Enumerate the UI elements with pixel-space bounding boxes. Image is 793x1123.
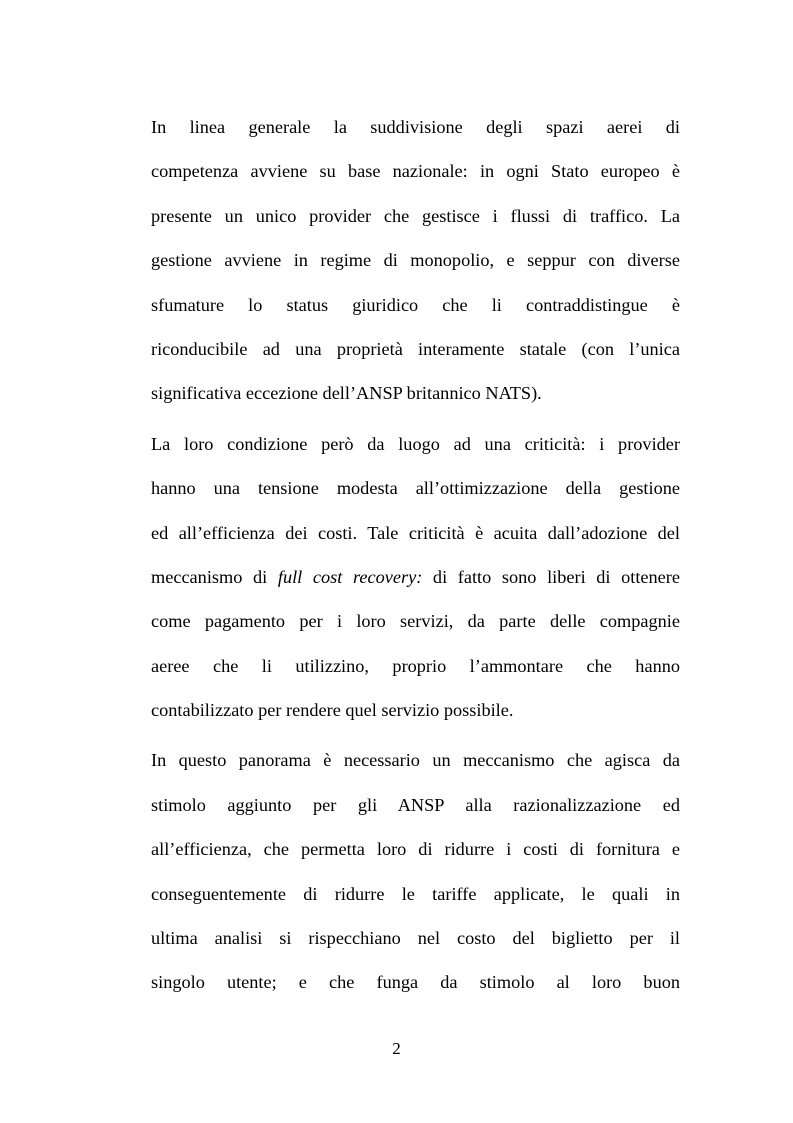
text-line: aeree che li utilizzino, proprio l’ammontare che hanno <box>151 655 680 676</box>
paragraph-1 <box>151 105 680 416</box>
text-line-with-italic <box>151 555 680 599</box>
text-line: gestione avviene in regime di monopolio, e seppur con diverse <box>151 250 680 271</box>
text-line: ultima analisi si rispecchiano nel costo del biglietto per il <box>151 928 680 949</box>
text-line: all’efficienza, che permetta loro di ridurre i costi di fornitura e <box>151 839 680 860</box>
text-line: come pagamento per i loro servizi, da parte delle compagnie <box>151 611 680 632</box>
text-line: hanno una tensione modesta all’ottimizzazione della gestione <box>151 478 680 499</box>
text-line: presente un unico provider che gestisce i flussi di traffico. La <box>151 205 680 226</box>
paragraph-2 <box>151 422 680 733</box>
text-line: sfumature lo status giuridico che li contraddistingue è <box>151 294 680 315</box>
text-line: In questo panorama è necessario un meccanismo che agisca da <box>151 750 680 771</box>
paragraph-3 <box>151 738 680 1004</box>
page-number: 2 <box>392 1039 401 1058</box>
text-line: stimolo aggiunto per gli ANSP alla razionalizzazione ed <box>151 794 680 815</box>
text-line: singolo utente; e che funga da stimolo al loro buon <box>151 972 680 993</box>
text-line: conseguentemente di ridurre le tariffe applicate, le quali in <box>151 883 680 904</box>
text-line: significativa eccezione dell’ANSP britannico NATS). <box>151 383 542 404</box>
text-line: competenza avviene su base nazionale: in ogni Stato europeo è <box>151 161 680 182</box>
text-line: In linea generale la suddivisione degli spazi aerei di <box>151 117 680 137</box>
text-line: La loro condizione però da luogo ad una criticità: i provider <box>151 433 680 454</box>
text-line: riconducibile ad una proprietà interamente statale (con l’unica <box>151 338 680 359</box>
text-line: contabilizzato per rendere quel servizio possibile. <box>151 700 514 721</box>
italic-term: full cost recovery: <box>277 566 423 587</box>
body-text <box>151 105 680 1011</box>
text-segment: di fatto sono liberi di ottenere <box>422 566 680 587</box>
text-segment: meccanismo di <box>151 566 278 587</box>
text-line: ed all’efficienza dei costi. Tale criticità è acuita dall’adozione del <box>151 522 680 543</box>
